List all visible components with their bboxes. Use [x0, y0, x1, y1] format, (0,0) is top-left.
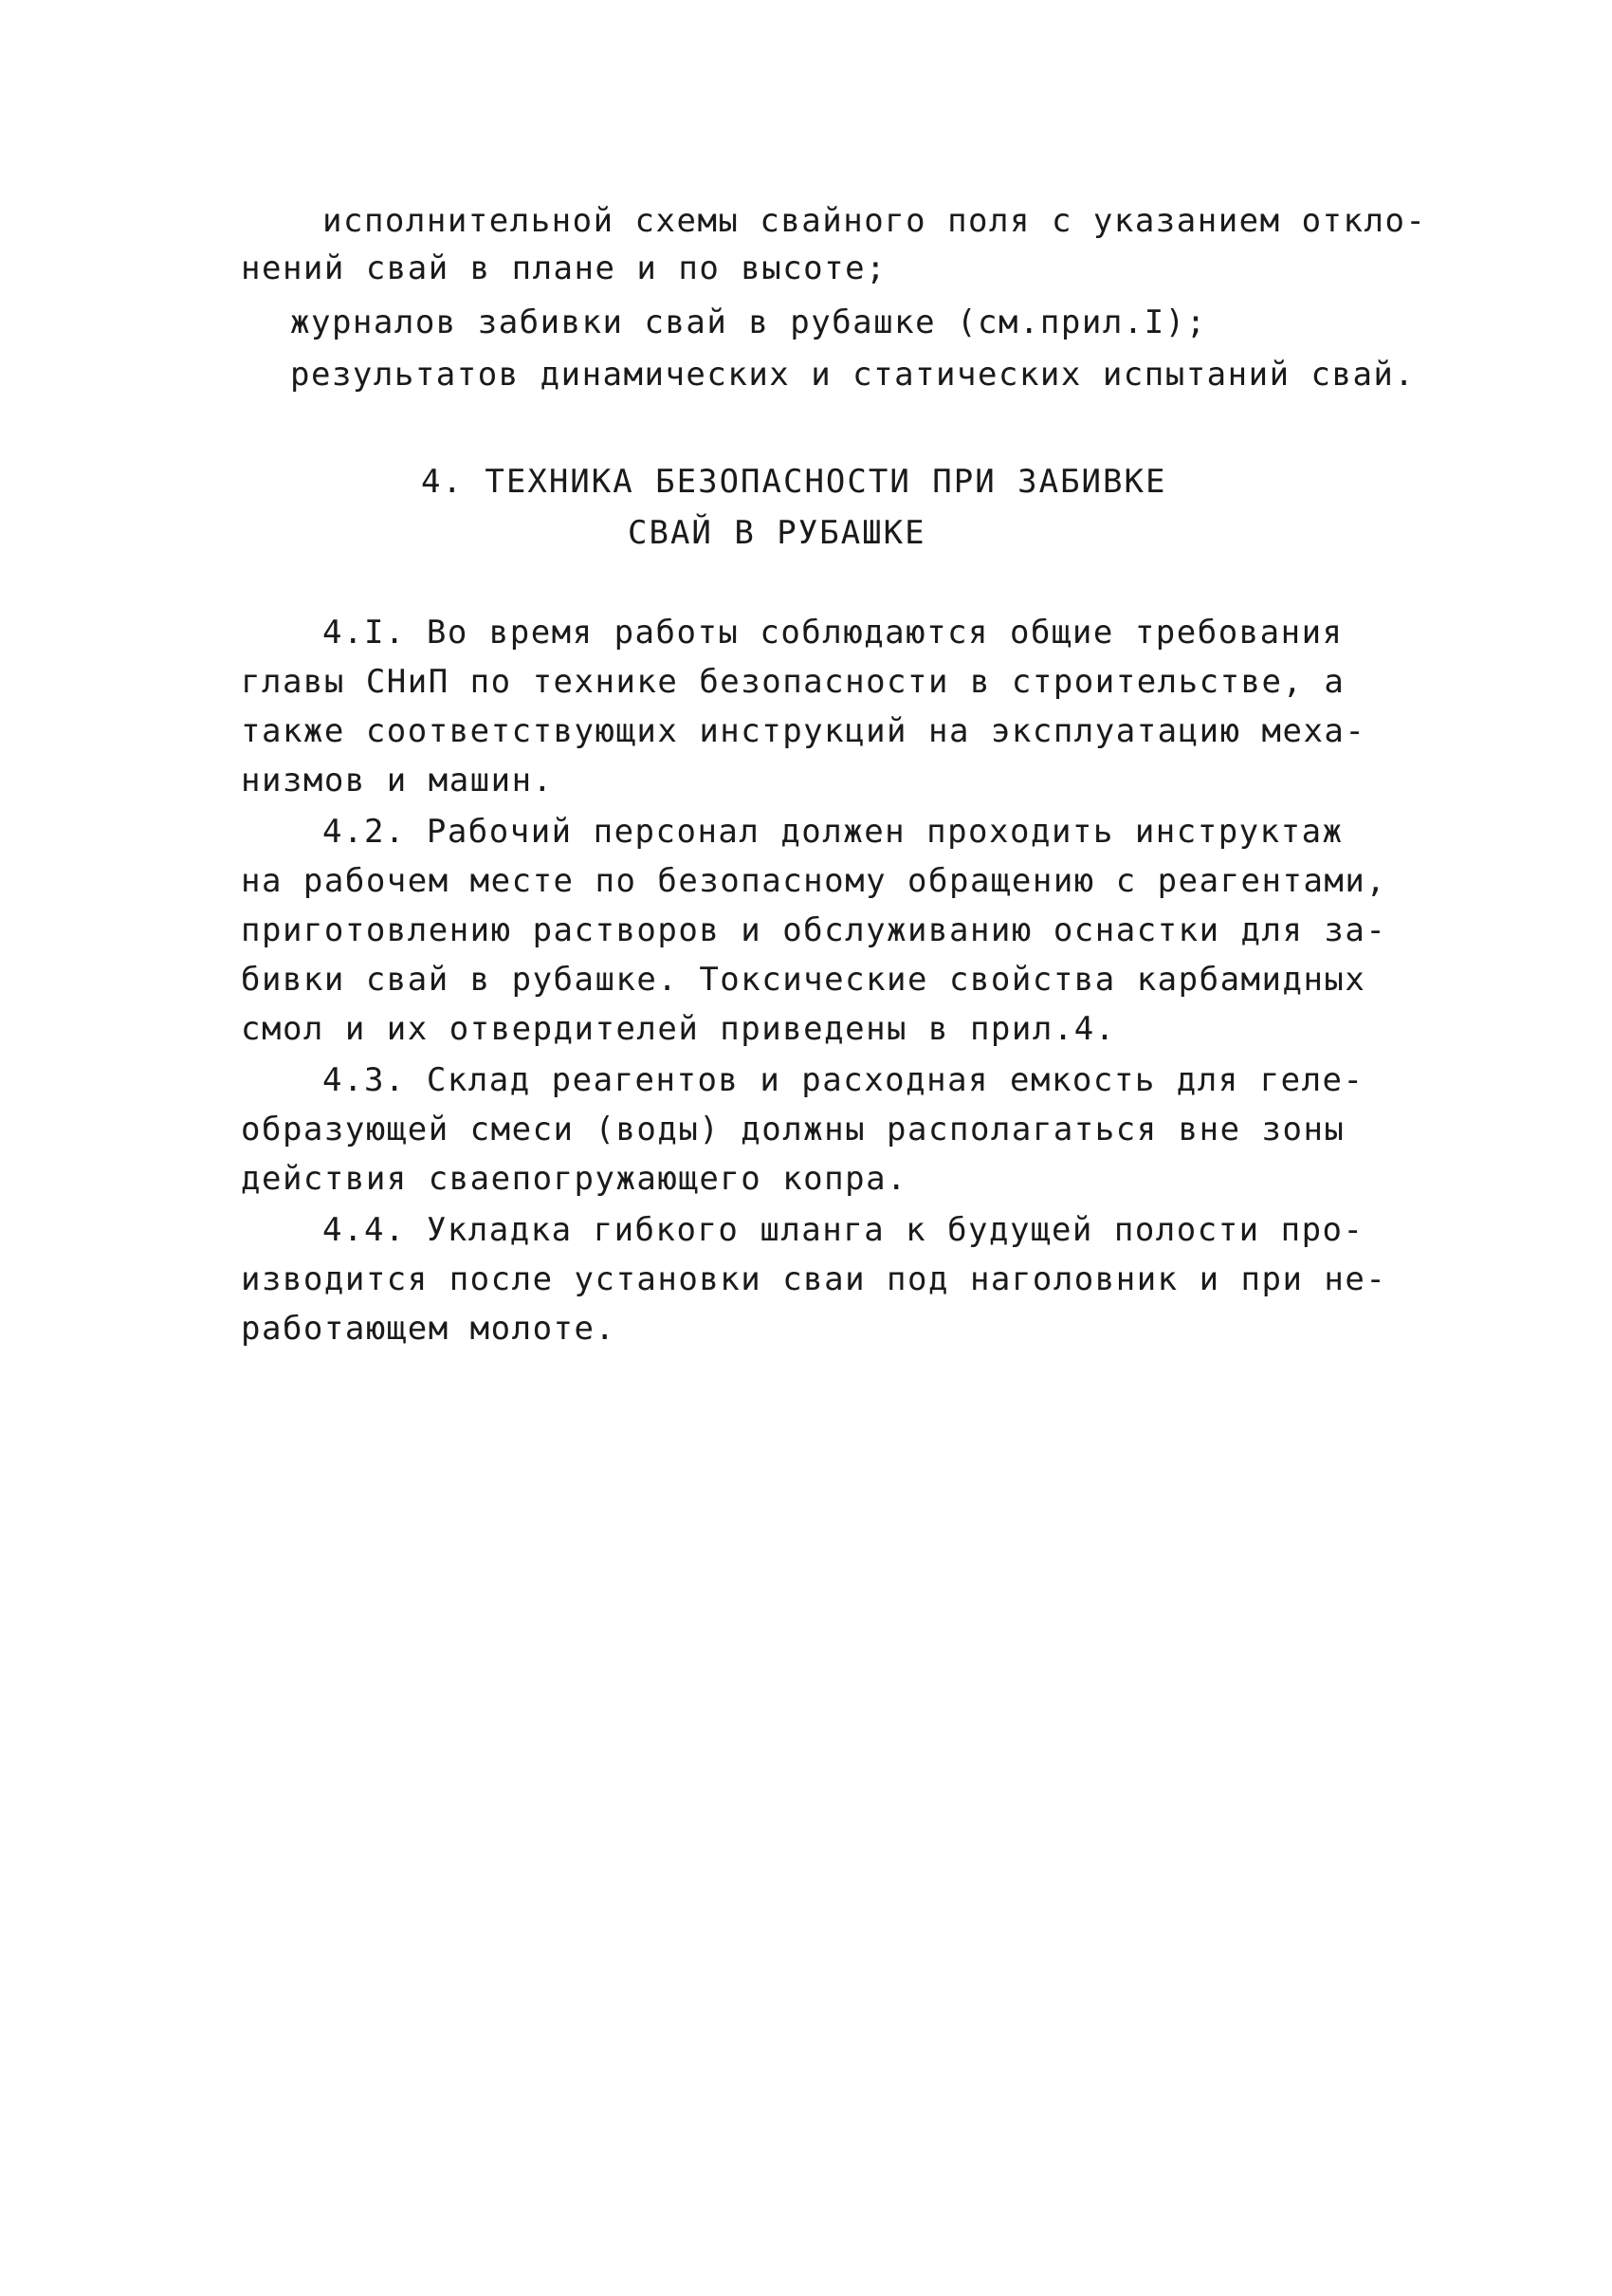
paragraph-4-4-line-2: изводится после установки сваи под наголовник и при не- [241, 1260, 1387, 1298]
paragraph-4-2-line-1: 4.2. Рабочий персонал должен проходить инструктаж [322, 813, 1344, 851]
section-title-line-2: СВАЙ В РУБАШКЕ [628, 514, 926, 552]
paragraph-4-3-line-1: 4.3. Склад реагентов и расходная емкость для геле- [322, 1061, 1365, 1099]
paragraph-4-1-line-3: также соответствующих инструкций на эксплуатацию меха- [241, 712, 1366, 750]
section-title-line-1: 4. ТЕХНИКА БЕЗОПАСНОСТИ ПРИ ЗАБИВКЕ [421, 463, 1167, 501]
paragraph-4-2-line-5: смол и их отвердителей приведены в прил.4. [241, 1010, 1116, 1048]
paragraph-4-4-line-3: работающем молоте. [241, 1310, 616, 1348]
paragraph-4-4-line-1: 4.4. Укладка гибкого шланга к будущей полости про- [322, 1211, 1365, 1249]
paragraph-4-3-line-2: образующей смеси (воды) должны располагаться вне зоны [241, 1111, 1346, 1148]
paragraph-4-1-line-2: главы СНиП по технике безопасности в строительстве, а [241, 663, 1346, 701]
paragraph-4-3-line-3: действия сваепогружающего копра. [241, 1160, 908, 1198]
intro-line-1: исполнительной схемы свайного поля с указанием откло- [322, 202, 1427, 240]
intro-line-4: результатов динамических и статических испытаний свай. [290, 356, 1416, 394]
intro-line-2: нений свай в плане и по высоте; [241, 249, 888, 287]
paragraph-4-2-line-4: бивки свай в рубашке. Токсические свойства карбамидных [241, 961, 1366, 999]
paragraph-4-1-line-4: низмов и машин. [241, 762, 554, 799]
intro-line-3: журналов забивки свай в рубашке (см.прил.I); [290, 303, 1207, 341]
paragraph-4-2-line-2: на рабочем месте по безопасному обращению с реагентами, [241, 862, 1387, 900]
paragraph-4-2-line-3: приготовлению растворов и обслуживанию оснастки для за- [241, 911, 1387, 949]
paragraph-4-1-line-1: 4.I. Во время работы соблюдаются общие требования [322, 614, 1344, 652]
